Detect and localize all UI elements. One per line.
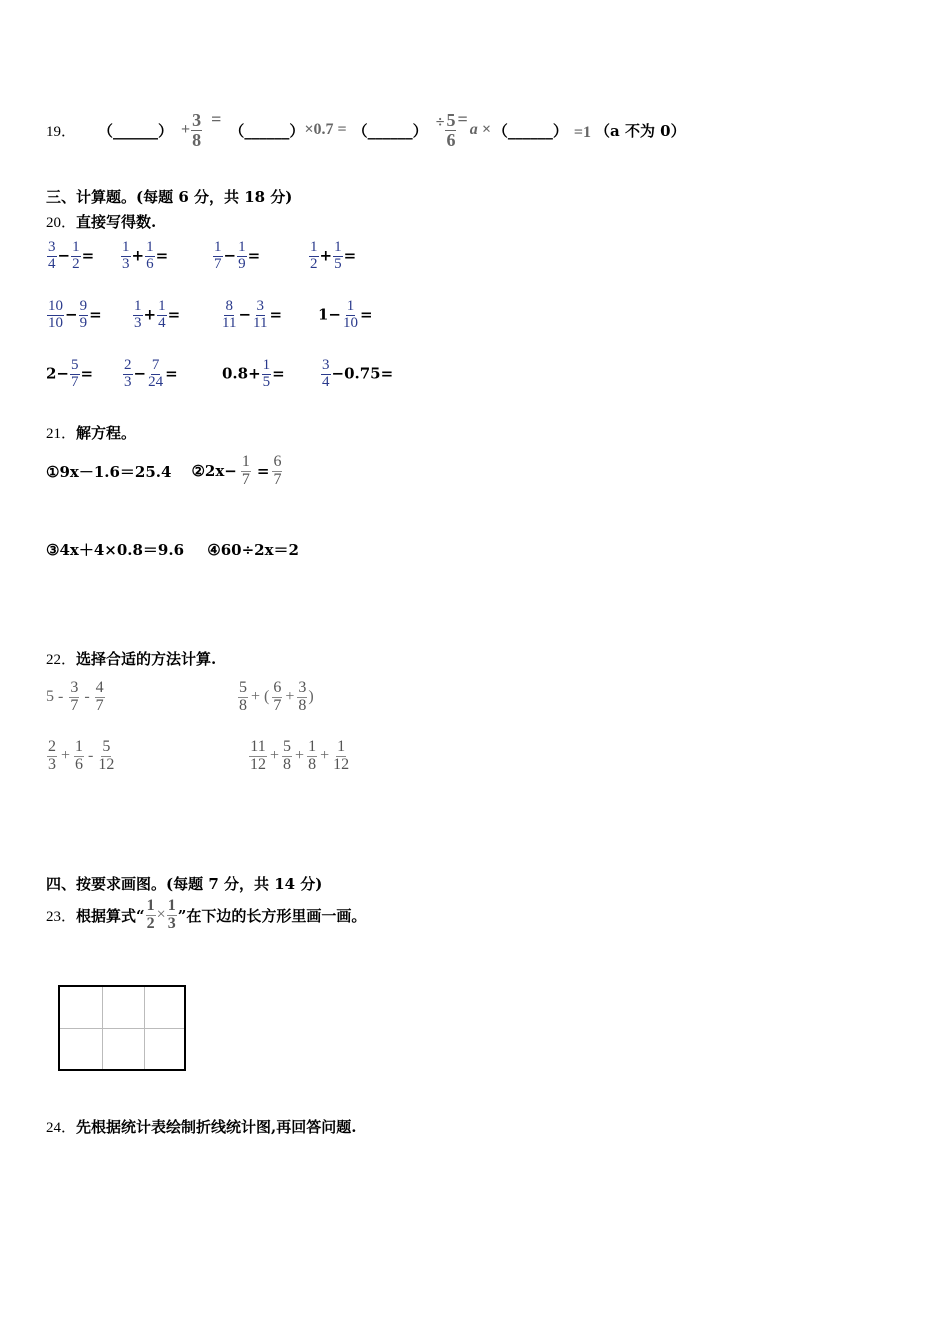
equals: =	[343, 246, 357, 265]
q21-equation-2-prefix: ②2x−	[191, 462, 237, 481]
equals: =	[155, 246, 169, 265]
prefix: 2−	[46, 364, 70, 383]
q24-heading	[46, 1116, 356, 1137]
q20-item-8	[318, 299, 373, 332]
section-4-title: 四、按要求画图。(每题 7 分，共 14 分)	[46, 875, 323, 893]
q19-fraction-5-6: $\frac{5}{6}$	[446, 109, 456, 150]
equals: =	[269, 305, 283, 324]
q19-plus: +	[181, 121, 191, 138]
operator: −	[238, 305, 252, 324]
operator: −	[223, 246, 237, 265]
fraction: $\frac{1}{6}$	[146, 239, 154, 272]
fraction: $\frac{3}{4}$	[48, 239, 56, 272]
q21-equation-2-frac-2: $\frac{6}{7}$	[273, 453, 282, 488]
q19-blank-1[interactable]: （______）	[98, 121, 174, 140]
equals: =	[360, 305, 373, 324]
fraction: $\frac{2}{3}$	[124, 357, 132, 390]
section-3-title: 三、计算题。(每题 6 分，共 18 分)	[46, 188, 293, 206]
operator: +	[143, 305, 157, 324]
grid-line	[60, 1028, 184, 1029]
fraction: $\frac{1}{2}$	[72, 239, 80, 272]
q19-blank-2[interactable]: （______）	[229, 121, 305, 140]
equals: =	[167, 305, 181, 324]
q23-line	[46, 898, 366, 933]
operator: +	[295, 747, 305, 765]
fraction: $\frac{1}{3}$	[122, 239, 130, 272]
q20-item-2	[120, 240, 168, 273]
q19-a-times: a ×	[469, 121, 491, 138]
operator: + (	[251, 688, 270, 706]
q21-equations-row-1	[46, 454, 283, 489]
prefix: 5 -	[46, 688, 64, 706]
fraction: $\frac{4}{7}$	[95, 679, 104, 714]
fraction: $\frac{5}{8}$	[283, 738, 292, 773]
prefix: 1−	[318, 305, 342, 324]
q20-item-7	[220, 299, 282, 332]
fraction: $\frac{1}{9}$	[238, 239, 246, 272]
fraction: $\frac{1}{2}$	[310, 239, 318, 272]
q20-item-6	[132, 299, 180, 332]
q22-expression-4	[248, 739, 351, 774]
q20-item-4	[308, 240, 356, 273]
q19-number: 19．	[46, 123, 77, 140]
q21-text: 解方程。	[76, 424, 137, 442]
q21-equation-1: ①9x－1.6＝25.4	[46, 462, 172, 481]
fraction: $\frac{3}{7}$	[70, 679, 79, 714]
close-paren: )	[308, 688, 314, 706]
fraction: $\frac{7}{24}$	[148, 357, 164, 390]
equals: =	[89, 305, 102, 324]
operator: -	[84, 688, 90, 706]
prefix: 0.8+	[222, 364, 261, 383]
operator: +	[270, 747, 280, 765]
fraction: $\frac{1}{5}$	[334, 239, 342, 272]
q21-heading	[46, 422, 136, 443]
equals: =	[380, 364, 394, 383]
fraction: $\frac{9}{9}$	[79, 298, 88, 331]
fraction: $\frac{2}{3}$	[48, 738, 56, 773]
q22-expression-1	[46, 680, 106, 715]
fraction: $\frac{1}{4}$	[158, 298, 166, 331]
q20-number: 20．	[46, 215, 77, 231]
q19-times-0-7: ×0.7 =	[304, 121, 347, 138]
q23-prefix: 根据算式“	[76, 906, 145, 925]
fraction: $\frac{5}{8}$	[239, 679, 247, 714]
q19-blank-4[interactable]: （______）	[492, 121, 568, 140]
q20-item-3	[212, 240, 260, 273]
equals: =	[165, 364, 178, 383]
fraction: $\frac{3}{8}$	[298, 679, 307, 714]
fraction: $\frac{8}{11}$	[222, 298, 237, 331]
q19-blank-3[interactable]: （______）	[352, 121, 428, 140]
equals: =	[247, 246, 261, 265]
q21-equation-2-frac-1: $\frac{1}{7}$	[241, 453, 250, 488]
q21-equation-4: ④60÷2x＝2	[207, 541, 299, 559]
q20-item-10	[122, 358, 178, 391]
equals: =	[81, 246, 95, 265]
q23-number: 23．	[46, 908, 77, 925]
q23-fraction-1-3: $\frac{1}{3}$	[167, 897, 176, 932]
q22-heading	[46, 648, 216, 669]
fraction: $\frac{1}{3}$	[134, 298, 142, 331]
q19-equals-2: =	[457, 108, 468, 129]
q22-number: 22．	[46, 652, 77, 668]
q21-equation-2-equals: =	[256, 462, 270, 481]
fraction: $\frac{5}{12}$	[98, 738, 115, 773]
q22-expression-2	[237, 680, 314, 715]
drawing-rectangle[interactable]	[58, 985, 186, 1071]
suffix: −0.75	[331, 364, 381, 383]
fraction: $\frac{6}{7}$	[273, 679, 282, 714]
fraction: $\frac{1}{12}$	[333, 738, 350, 773]
q23-suffix: ”在下边的长方形里画一画。	[177, 906, 367, 925]
q20-heading	[46, 211, 156, 232]
equals: =	[272, 364, 285, 383]
q24-number: 24．	[46, 1120, 77, 1136]
q20-item-12	[320, 358, 393, 391]
q22-expression-3	[46, 739, 116, 774]
q19-fraction-3-8: $\frac{3}{8}$	[192, 109, 202, 150]
q20-item-11	[222, 358, 285, 391]
fraction: $\frac{5}{7}$	[71, 357, 79, 390]
fraction: $\frac{3}{4}$	[322, 357, 330, 390]
operator: -	[88, 747, 94, 765]
q21-equation-3: ③4x＋4×0.8＝9.6	[46, 541, 185, 559]
fraction: $\frac{10}{10}$	[48, 298, 63, 331]
q19-equals-one: =1	[573, 124, 591, 141]
q20-text: 直接写得数.	[76, 213, 157, 231]
q20-item-1	[46, 240, 94, 273]
operator: +	[285, 688, 295, 706]
fraction: $\frac{1}{5}$	[262, 357, 271, 390]
operator: +	[131, 246, 145, 265]
q24-text: 先根据统计表绘制折线统计图,再回答问题.	[76, 1118, 357, 1136]
q21-equations-row-2	[46, 539, 299, 560]
fraction: $\frac{11}{12}$	[250, 738, 266, 773]
fraction: $\frac{1}{7}$	[214, 239, 222, 272]
operator: +	[319, 246, 333, 265]
q23-fraction-1-2: $\frac{1}{2}$	[146, 897, 155, 932]
fraction: $\frac{3}{11}$	[253, 298, 268, 331]
operator: +	[61, 747, 71, 765]
operator: −	[133, 364, 147, 383]
q20-item-9	[46, 358, 93, 391]
q20-item-5	[46, 299, 102, 332]
q23-times: ×	[156, 906, 166, 924]
fraction: $\frac{1}{6}$	[75, 738, 84, 773]
q21-number: 21．	[46, 426, 77, 442]
q19-divide: ÷	[435, 114, 445, 131]
operator: −	[65, 305, 78, 324]
q19-line	[46, 100, 686, 160]
q22-text: 选择合适的方法计算.	[76, 650, 217, 668]
operator: +	[320, 747, 330, 765]
fraction: $\frac{1}{8}$	[308, 738, 317, 773]
fraction: $\frac{1}{10}$	[343, 298, 359, 331]
q19-note: （a 不为 0）	[595, 121, 686, 140]
equals: =	[80, 364, 94, 383]
q19-equals-1: =	[211, 108, 222, 129]
operator: −	[57, 246, 71, 265]
